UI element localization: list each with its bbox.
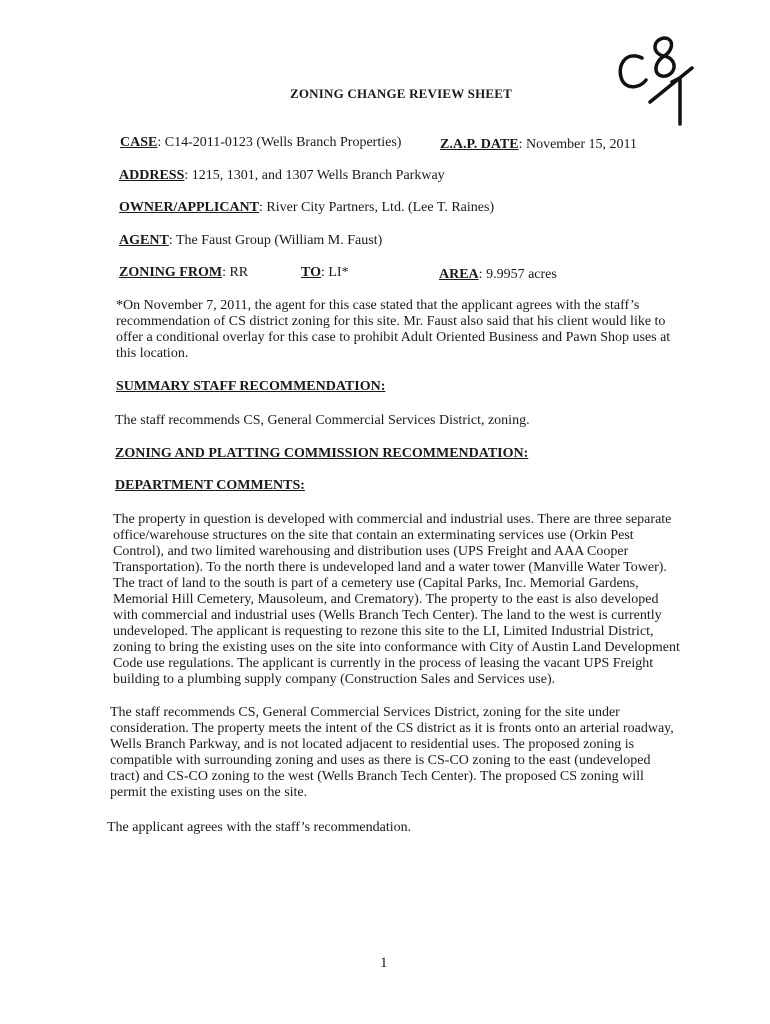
dept-paragraph-3: The applicant agrees with the staff’s recommendation. (107, 820, 412, 835)
area-label: AREA (439, 267, 479, 282)
paragraph-line: The tract of land to the south is part of a cemetery use (Capital Parks, Inc. Memorial Gardens, (113, 576, 639, 591)
zoning-to-label: TO (301, 265, 321, 280)
zoning-from-value: RR (229, 265, 249, 280)
paragraph-line: building to a plumbing supply company (Construction Sales and Services use). (113, 672, 556, 687)
document-title: ZONING CHANGE REVIEW SHEET (290, 86, 513, 101)
zap-date-line: Z.A.P. DATE: November 15, 2011 (440, 137, 638, 152)
paragraph-line: Memorial Hill Cemetery, Mausoleum, and Crematory). The property to the east is also developed (113, 592, 659, 607)
paragraph-line: Control), and two limited warehousing and distribution uses (UPS Freight and AAA Cooper (113, 544, 629, 559)
paragraph-line: Transportation). To the north there is undeveloped land and a water tower (Manville Water Tower). (113, 560, 667, 575)
paragraph-line: with commercial and industrial uses (Wells Branch Tech Center). The land to the west is currently (113, 608, 662, 623)
paragraph-line: Code use regulations. The applicant is currently in the process of leasing the vacant UPS Freight (113, 656, 654, 671)
note-line: this location. (116, 346, 189, 361)
zoning-to-value: LI* (328, 265, 349, 280)
zap-date-label: Z.A.P. DATE (440, 137, 519, 152)
note-line: *On November 7, 2011, the agent for this case stated that the applicant agrees with the staff’s (116, 298, 640, 313)
summary-heading: SUMMARY STAFF RECOMMENDATION: (116, 379, 386, 394)
owner-label: OWNER/APPLICANT (119, 200, 260, 215)
agent-value: The Faust Group (William M. Faust) (175, 233, 383, 248)
paragraph-line: The staff recommends CS, General Commercial Services District, zoning for the site under (110, 705, 620, 720)
paragraph-line: zoning to bring the existing uses on the site into conformance with City of Austin Land Development (113, 640, 680, 655)
paragraph-line: compatible with surrounding zoning and uses as there is CS-CO zoning to the east (undeveloped (110, 753, 651, 768)
address-value: 1215, 1301, and 1307 Wells Branch Parkway (191, 168, 445, 183)
zpc-heading: ZONING AND PLATTING COMMISSION RECOMMENDATION: (115, 446, 529, 461)
paragraph-line: permit the existing uses on the site. (110, 785, 308, 800)
applicant-note (116, 298, 670, 362)
case-line: CASE: C14-2011-0123 (Wells Branch Properties) (120, 135, 402, 150)
dept-paragraph-2 (110, 705, 674, 801)
address-label: ADDRESS (119, 168, 185, 183)
zap-date-value: November 15, 2011 (525, 137, 638, 152)
address-line: ADDRESS: 1215, 1301, and 1307 Wells Branch Parkway (119, 168, 445, 183)
paragraph-line: The property in question is developed with commercial and industrial uses. There are three separate (113, 512, 672, 527)
paragraph-line: undeveloped. The applicant is requesting to rezone this site to the LI, Limited Industrial District, (113, 624, 654, 639)
summary-text: The staff recommends CS, General Commercial Services District, zoning. (115, 413, 530, 428)
area-value: 9.9957 acres (486, 267, 557, 282)
area-line: AREA: 9.9957 acres (439, 267, 557, 282)
case-value: C14-2011-0123 (Wells Branch Properties) (164, 135, 402, 150)
agent-label: AGENT (119, 233, 169, 248)
dept-heading: DEPARTMENT COMMENTS: (115, 478, 305, 493)
handwritten-annotation (612, 20, 702, 130)
paragraph-line: tract) and CS-CO zoning to the west (Wells Branch Tech Center). The proposed CS zoning will (110, 769, 644, 784)
paragraph-line: office/warehouse structures on the site that contain an exterminating services use (Orkin Pest (113, 528, 634, 543)
paragraph-line: consideration. The property meets the intent of the CS district as it is fronts onto an arterial roadway, (110, 721, 674, 736)
owner-value: River City Partners, Ltd. (Lee T. Raines) (266, 200, 495, 215)
note-line: offer a conditional overlay for this case to prohibit Adult Oriented Business and Pawn Shop uses at (116, 330, 671, 345)
zoning-from-line: ZONING FROM: RR (119, 265, 249, 280)
dept-paragraph-1 (113, 512, 680, 688)
note-line: recommendation of CS district zoning for this site. Mr. Faust also said that his client would like to (116, 314, 666, 329)
agent-line: AGENT: The Faust Group (William M. Faust) (119, 233, 383, 248)
owner-line: OWNER/APPLICANT: River City Partners, Ltd. (Lee T. Raines) (119, 200, 495, 215)
paragraph-line: Wells Branch Parkway, and is not located adjacent to residential uses. The proposed zoning is (110, 737, 635, 752)
page-number: 1 (380, 955, 388, 971)
case-label: CASE (120, 135, 158, 150)
zoning-to-line: TO: LI* (301, 265, 349, 280)
zoning-from-label: ZONING FROM (119, 265, 223, 280)
